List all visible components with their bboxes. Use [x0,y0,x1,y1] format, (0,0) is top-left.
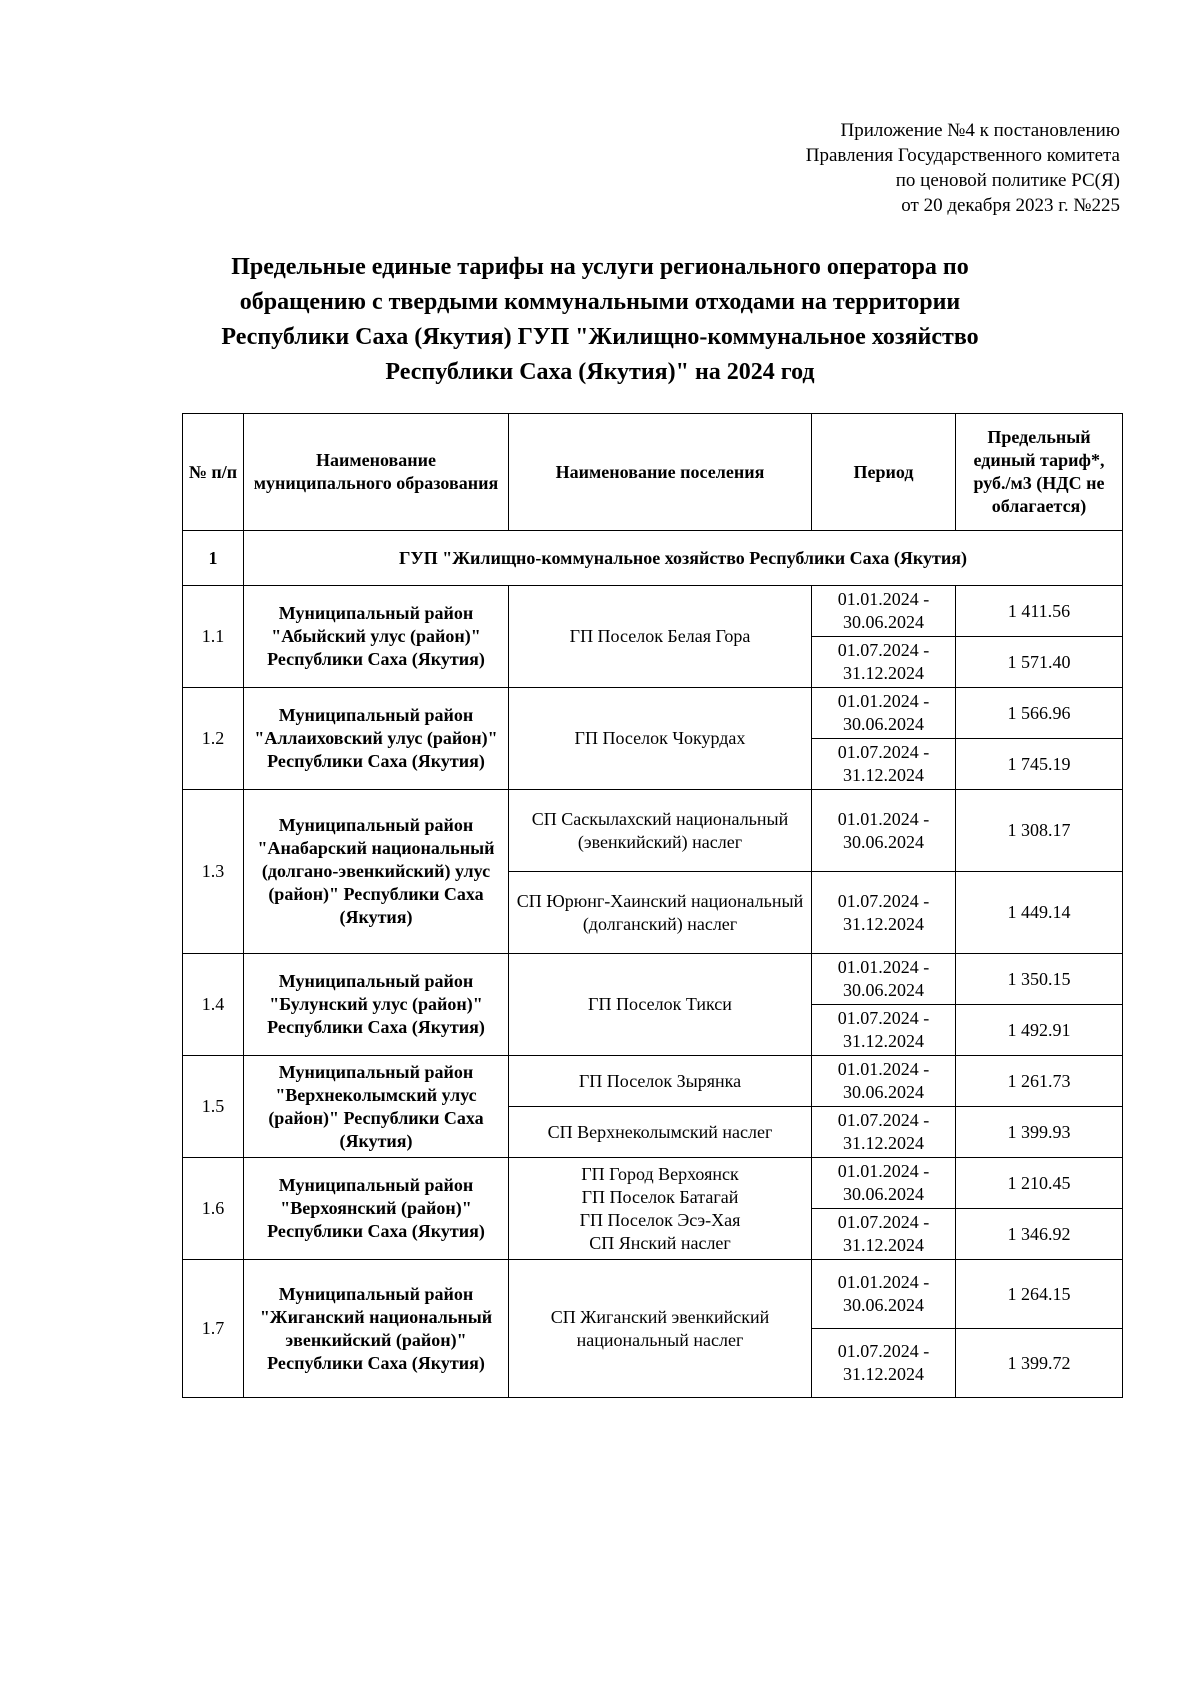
row-num: 1.6 [183,1158,244,1260]
row-num: 1.7 [183,1260,244,1398]
settlement-cell: ГП Поселок Чокурдах [509,688,812,790]
table-row [183,1158,1123,1209]
tariff-cell: 1 566.96 [956,688,1123,739]
tariff-cell: 1 308.17 [956,790,1123,872]
settlement-cell: ГП Поселок Зырянка [509,1056,812,1107]
header-municipality: Наименование муниципального образования [244,414,509,531]
group-num: 1 [183,531,244,586]
table-row [183,1260,1123,1329]
document-title [160,250,1040,390]
period-cell: 01.01.2024 - 30.06.2024 [812,1056,956,1107]
settlement-cell: СП Саскылахский национальный (эвенкийский) наслег [509,790,812,872]
period-cell: 01.01.2024 - 30.06.2024 [812,790,956,872]
municipality-cell: Муниципальный район "Аллаиховский улус (район)" Республики Саха (Якутия) [244,688,509,790]
settlement-line: ГП Поселок Эсэ-Хая [579,1209,741,1230]
header-settlement: Наименование поселения [509,414,812,531]
group-name: ГУП "Жилищно-коммунальное хозяйство Республики Саха (Якутия) [244,531,1123,586]
tariff-cell: 1 411.56 [956,586,1123,637]
header-tariff: Предельный единый тариф*, руб./м3 (НДС не облагается) [956,414,1123,531]
appendix-line: по ценовой политике РС(Я) [895,170,1120,191]
appendix-line: Приложение №4 к постановлению [840,120,1120,141]
municipality-cell: Муниципальный район "Верхоянский (район)" Республики Саха (Якутия) [244,1158,509,1260]
row-num: 1.3 [183,790,244,954]
period-cell: 01.07.2024 - 31.12.2024 [812,637,956,688]
period-cell: 01.07.2024 - 31.12.2024 [812,739,956,790]
municipality-cell: Муниципальный район "Жиганский национальный эвенкийский (район)" Республики Саха (Якутия) [244,1260,509,1398]
settlement-line: ГП Поселок Батагай [581,1186,739,1207]
tariff-cell: 1 399.72 [956,1329,1123,1398]
settlement-cell: СП Жиганский эвенкийский национальный наслег [509,1260,812,1398]
settlement-cell: СП Юрюнг-Хаинский национальный (долганский) наслег [509,872,812,954]
header-num: № п/п [183,414,244,531]
row-num: 1.4 [183,954,244,1056]
period-cell: 01.07.2024 - 31.12.2024 [812,1107,956,1158]
table-row [183,688,1123,739]
settlement-cell: ГП Поселок Тикси [509,954,812,1056]
row-num: 1.2 [183,688,244,790]
tariff-table [182,413,1123,1398]
settlement-cell: ГП Поселок Белая Гора [509,586,812,688]
tariff-cell: 1 399.93 [956,1107,1123,1158]
tariff-cell: 1 210.45 [956,1158,1123,1209]
tariff-cell: 1 745.19 [956,739,1123,790]
table-row [183,1056,1123,1107]
table-row [183,790,1123,872]
tariff-cell: 1 492.91 [956,1005,1123,1056]
municipality-cell: Муниципальный район "Анабарский национальный (долгано-эвенкийский) улус (район)" Республики Саха (Якутия) [244,790,509,954]
period-cell: 01.07.2024 - 31.12.2024 [812,1329,956,1398]
tariff-cell: 1 571.40 [956,637,1123,688]
title-line: Республики Саха (Якутия) ГУП "Жилищно-коммунальное хозяйство [221,324,979,350]
tariff-cell: 1 350.15 [956,954,1123,1005]
appendix-reference [620,118,1120,218]
tariff-cell: 1 261.73 [956,1056,1123,1107]
title-line: обращению с твердыми коммунальными отходами на территории [239,289,961,315]
table-row [183,954,1123,1005]
tariff-cell: 1 449.14 [956,872,1123,954]
period-cell: 01.01.2024 - 30.06.2024 [812,586,956,637]
period-cell: 01.01.2024 - 30.06.2024 [812,1158,956,1209]
settlement-cell: СП Верхнеколымский наслег [509,1107,812,1158]
title-line: Республики Саха (Якутия)" на 2024 год [385,359,815,385]
period-cell: 01.07.2024 - 31.12.2024 [812,1005,956,1056]
settlement-line: ГП Город Верхоянск [581,1163,739,1184]
period-cell: 01.07.2024 - 31.12.2024 [812,872,956,954]
settlement-line: СП Янский наслег [589,1232,731,1253]
municipality-cell: Муниципальный район "Абыйский улус (район)" Республики Саха (Якутия) [244,586,509,688]
period-cell: 01.01.2024 - 30.06.2024 [812,1260,956,1329]
appendix-line: Правления Государственного комитета [805,145,1120,166]
settlement-cell [509,1158,812,1260]
title-line: Предельные единые тарифы на услуги регионального оператора по [231,254,969,280]
tariff-cell: 1 264.15 [956,1260,1123,1329]
table-row [183,586,1123,637]
header-period: Период [812,414,956,531]
municipality-cell: Муниципальный район "Верхнеколымский улус (район)" Республики Саха (Якутия) [244,1056,509,1158]
row-num: 1.5 [183,1056,244,1158]
tariff-cell: 1 346.92 [956,1209,1123,1260]
row-num: 1.1 [183,586,244,688]
municipality-cell: Муниципальный район "Булунский улус (район)" Республики Саха (Якутия) [244,954,509,1056]
period-cell: 01.01.2024 - 30.06.2024 [812,688,956,739]
period-cell: 01.07.2024 - 31.12.2024 [812,1209,956,1260]
group-row [183,531,1123,586]
header-row [183,414,1123,531]
period-cell: 01.01.2024 - 30.06.2024 [812,954,956,1005]
appendix-line: от 20 декабря 2023 г. №225 [901,195,1120,216]
